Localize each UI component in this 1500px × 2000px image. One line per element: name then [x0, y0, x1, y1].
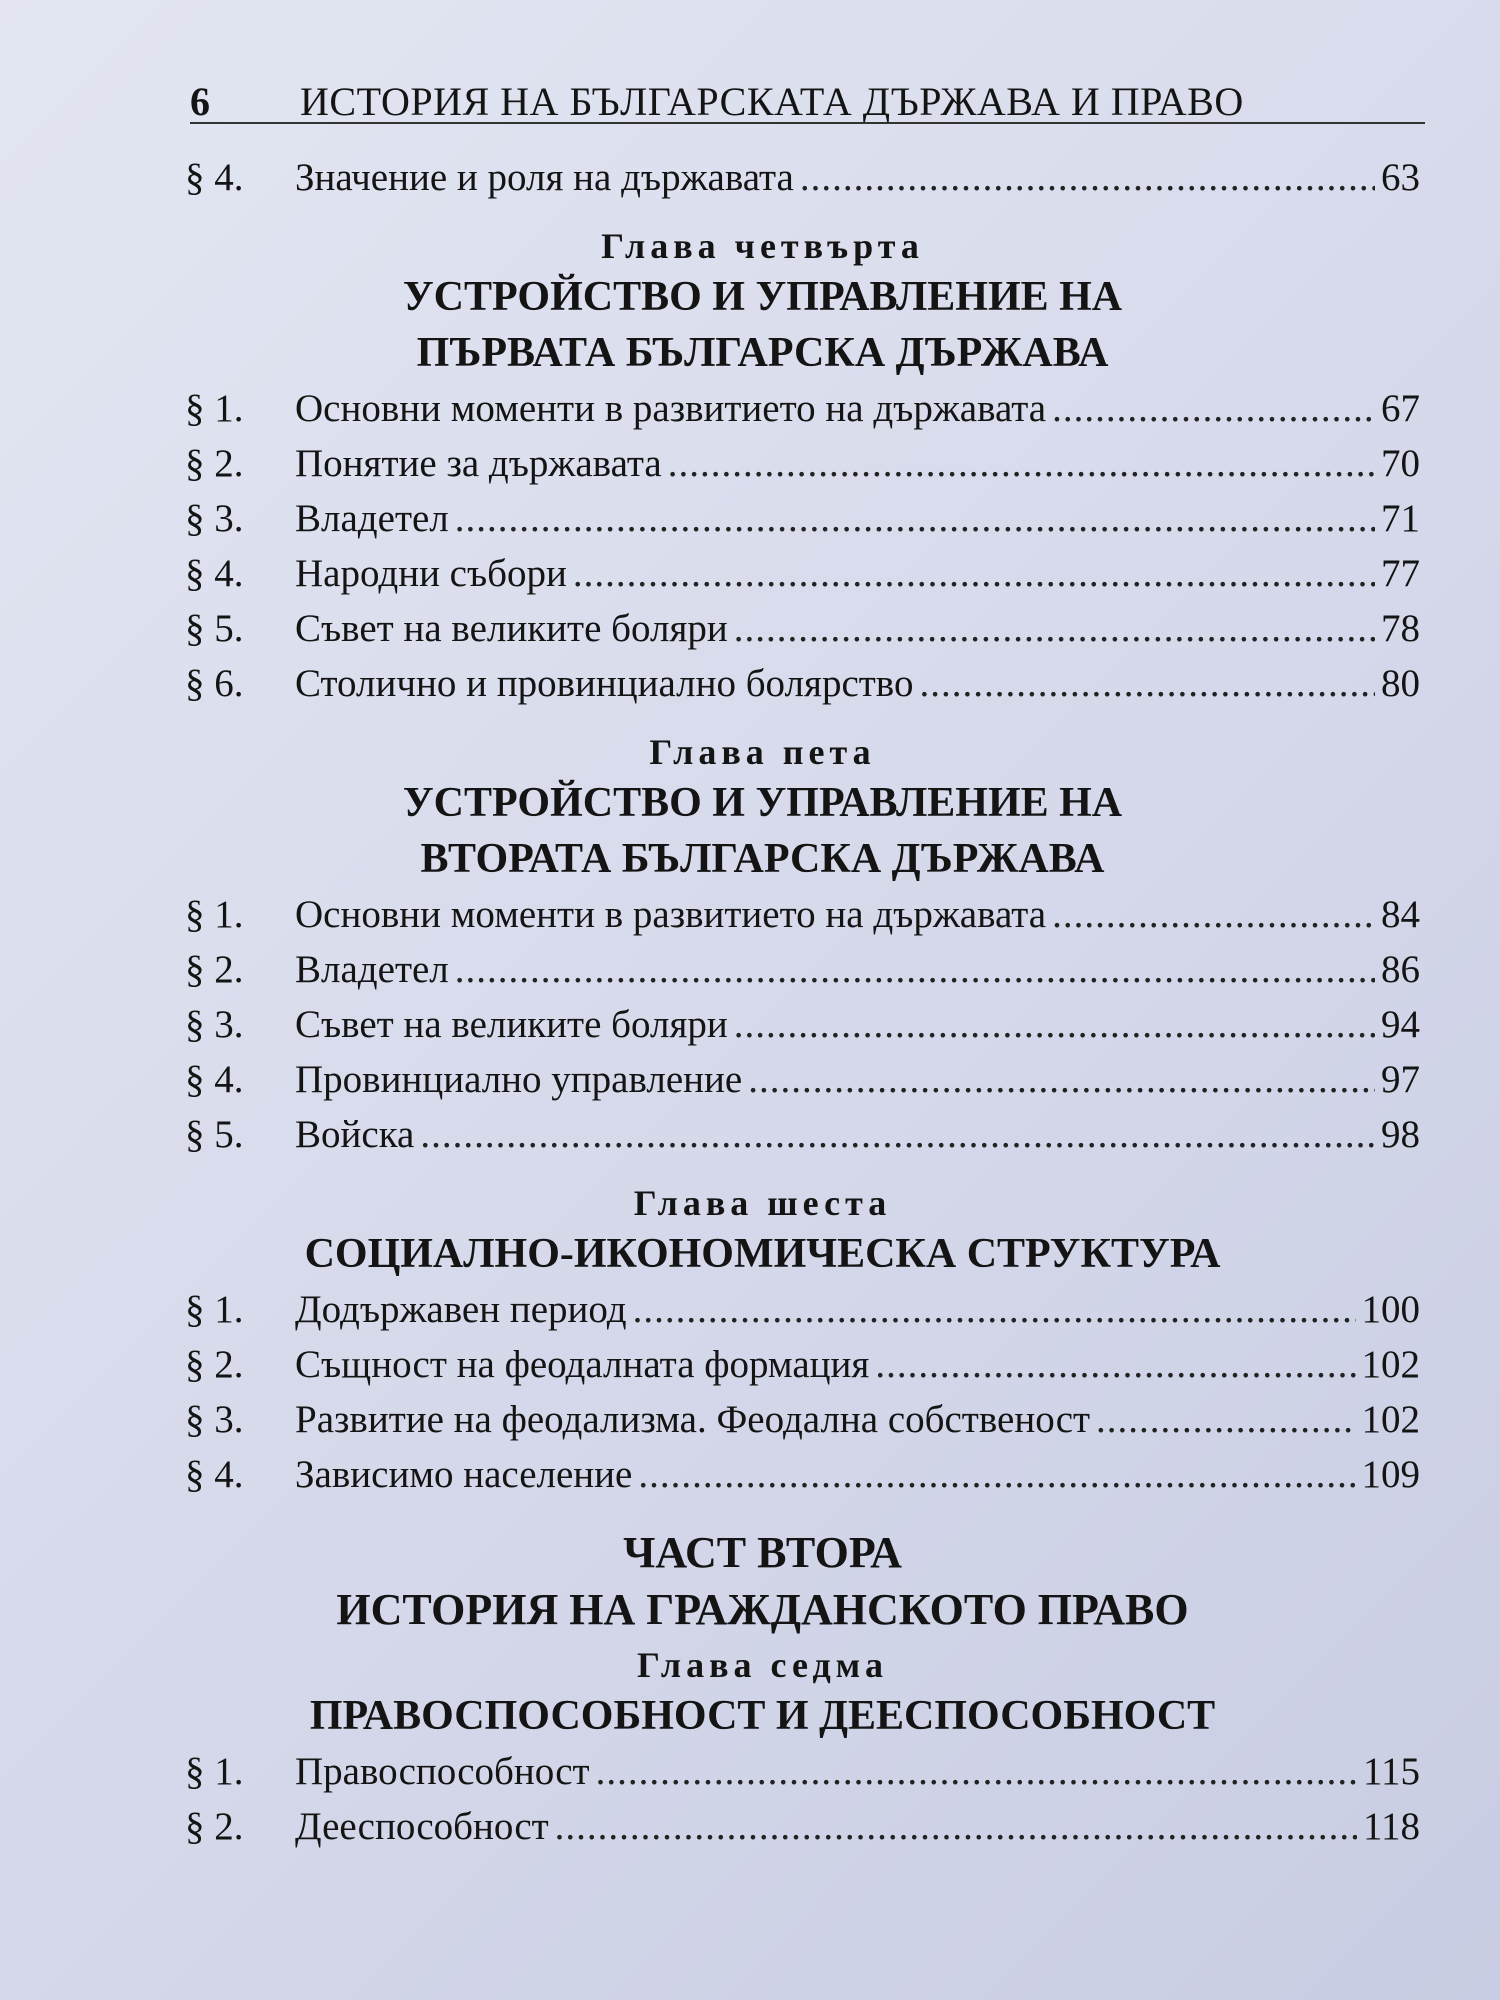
section-title: Същност на феодалната формация [295, 1343, 870, 1386]
section-title: Владетел [295, 497, 449, 540]
section-title: Войска [295, 1113, 415, 1156]
chapter-label: Глава четвърта [601, 226, 924, 266]
header-rule [190, 122, 1425, 124]
leader-dots [1052, 887, 1375, 942]
section-number: § 2. [185, 1343, 244, 1386]
page-ref: 84 [1381, 893, 1420, 936]
leader-dots [668, 436, 1375, 491]
toc-entry [185, 1052, 1420, 1107]
leader-dots [596, 1744, 1357, 1799]
chapter-heading: УСТРОЙСТВО И УПРАВЛЕНИЕ НА [402, 780, 1123, 826]
section-title: Владетел [295, 948, 449, 991]
leader-dots [734, 997, 1375, 1052]
page-ref: 71 [1381, 497, 1420, 540]
page-ref: 78 [1381, 607, 1420, 650]
table-of-contents [185, 150, 1420, 1854]
section-number: § 4. [185, 1453, 244, 1496]
section-title: Съвет на великите боляри [295, 607, 728, 650]
section-number: § 6. [185, 662, 244, 705]
section-title: Дееспособност [295, 1805, 549, 1848]
page-ref: 98 [1381, 1113, 1420, 1156]
section-title: Понятие за държавата [295, 442, 662, 485]
leader-dots [800, 150, 1375, 205]
page-ref: 80 [1381, 662, 1420, 705]
toc-entry [185, 491, 1420, 546]
page-ref: 102 [1361, 1343, 1420, 1386]
leader-dots [638, 1447, 1355, 1502]
part-title: ИСТОРИЯ НА ГРАЖДАНСКОТО ПРАВО [336, 1585, 1189, 1634]
section-title: Развитие на феодализма. Феодална собственост [295, 1398, 1091, 1441]
section-title: Зависимо население [295, 1453, 633, 1496]
leader-dots [555, 1799, 1357, 1854]
chapter-heading: ПЪРВАТА БЪЛГАРСКА ДЪРЖАВА [416, 330, 1109, 376]
page-ref: 118 [1362, 1805, 1420, 1848]
leader-dots [455, 942, 1375, 997]
section-title: Основни моменти в развитието на държавата [295, 893, 1047, 936]
leader-dots [748, 1052, 1375, 1107]
section-title: Народни събори [295, 552, 567, 595]
page-ref: 67 [1381, 387, 1420, 430]
section-number: § 2. [185, 1805, 244, 1848]
chapter-label: Глава шеста [633, 1183, 892, 1223]
chapter7-entries [185, 1744, 1420, 1854]
chapter-label: Глава пета [649, 732, 876, 772]
section-number: § 2. [185, 442, 244, 485]
toc-entry [185, 546, 1420, 601]
chapter-heading: ПРАВОСПОСОБНОСТ И ДЕЕСПОСОБНОСТ [309, 1693, 1216, 1739]
toc-entry [185, 997, 1420, 1052]
chapter6-entries [185, 1282, 1420, 1502]
chapter5-entries [185, 887, 1420, 1162]
leader-dots [573, 546, 1375, 601]
section-number: § 3. [185, 1398, 244, 1441]
section-number: § 4. [185, 552, 244, 595]
section-number: § 4. [185, 156, 244, 199]
section-title: Провинциално управление [295, 1058, 743, 1101]
page-ref: 97 [1381, 1058, 1420, 1101]
leader-dots [420, 1107, 1375, 1162]
running-title: ИСТОРИЯ НА БЪЛГАРСКАТА ДЪРЖАВА И ПРАВО [300, 79, 1244, 124]
toc-entry [185, 656, 1420, 711]
section-title: Додържавен период [295, 1288, 627, 1331]
section-number: § 4. [185, 1058, 244, 1101]
section-number: § 3. [185, 497, 244, 540]
leader-dots [875, 1337, 1355, 1392]
toc-entry [185, 381, 1420, 436]
page-number: 6 [190, 79, 210, 124]
toc-entry [185, 601, 1420, 656]
section-number: § 1. [185, 893, 244, 936]
toc-entry [185, 1447, 1420, 1502]
leader-dots [1052, 381, 1375, 436]
page-ref: 70 [1381, 442, 1420, 485]
leader-dots [734, 601, 1375, 656]
page-ref: 94 [1381, 1003, 1420, 1046]
leader-dots [919, 656, 1375, 711]
section-number: § 2. [185, 948, 244, 991]
toc-entry [185, 1799, 1420, 1854]
leader-dots [455, 491, 1375, 546]
section-title: Основни моменти в развитието на държавата [295, 387, 1047, 430]
toc-entry [185, 1337, 1420, 1392]
toc-entry [185, 942, 1420, 997]
chapter-heading: ВТОРАТА БЪЛГАРСКА ДЪРЖАВА [420, 836, 1105, 882]
toc-entry [185, 1392, 1420, 1447]
chapter-heading: УСТРОЙСТВО И УПРАВЛЕНИЕ НА [402, 274, 1123, 320]
page-ref: 100 [1361, 1288, 1420, 1331]
page-ref: 102 [1361, 1398, 1420, 1441]
toc-entry [185, 1744, 1420, 1799]
page-ref: 77 [1381, 552, 1420, 595]
section-number: § 5. [185, 1113, 244, 1156]
section-number: § 5. [185, 607, 244, 650]
toc-entry [185, 887, 1420, 942]
page-header [190, 40, 1425, 125]
section-number: § 1. [185, 387, 244, 430]
section-number: § 3. [185, 1003, 244, 1046]
toc-entry [185, 150, 1420, 205]
page-ref: 86 [1381, 948, 1420, 991]
section-number: § 1. [185, 1288, 244, 1331]
section-title: Правоспособност [295, 1750, 590, 1793]
toc-entry [185, 1107, 1420, 1162]
toc-entry [185, 1282, 1420, 1337]
leader-dots [1096, 1392, 1355, 1447]
chapter4-entries [185, 381, 1420, 711]
section-title: Значение и роля на държавата [295, 156, 794, 199]
page-ref: 109 [1361, 1453, 1420, 1496]
page-ref: 63 [1381, 156, 1420, 199]
part-label: ЧАСТ ВТОРА [623, 1528, 902, 1577]
section-number: § 1. [185, 1750, 244, 1793]
section-title: Столично и провинциално болярство [295, 662, 914, 705]
section-title: Съвет на великите боляри [295, 1003, 728, 1046]
page-ref: 115 [1362, 1750, 1420, 1793]
chapter-label: Глава седма [637, 1645, 888, 1685]
toc-entry [185, 436, 1420, 491]
leader-dots [633, 1282, 1356, 1337]
chapter-heading: СОЦИАЛНО-ИКОНОМИЧЕСКА СТРУКТУРА [304, 1231, 1221, 1277]
